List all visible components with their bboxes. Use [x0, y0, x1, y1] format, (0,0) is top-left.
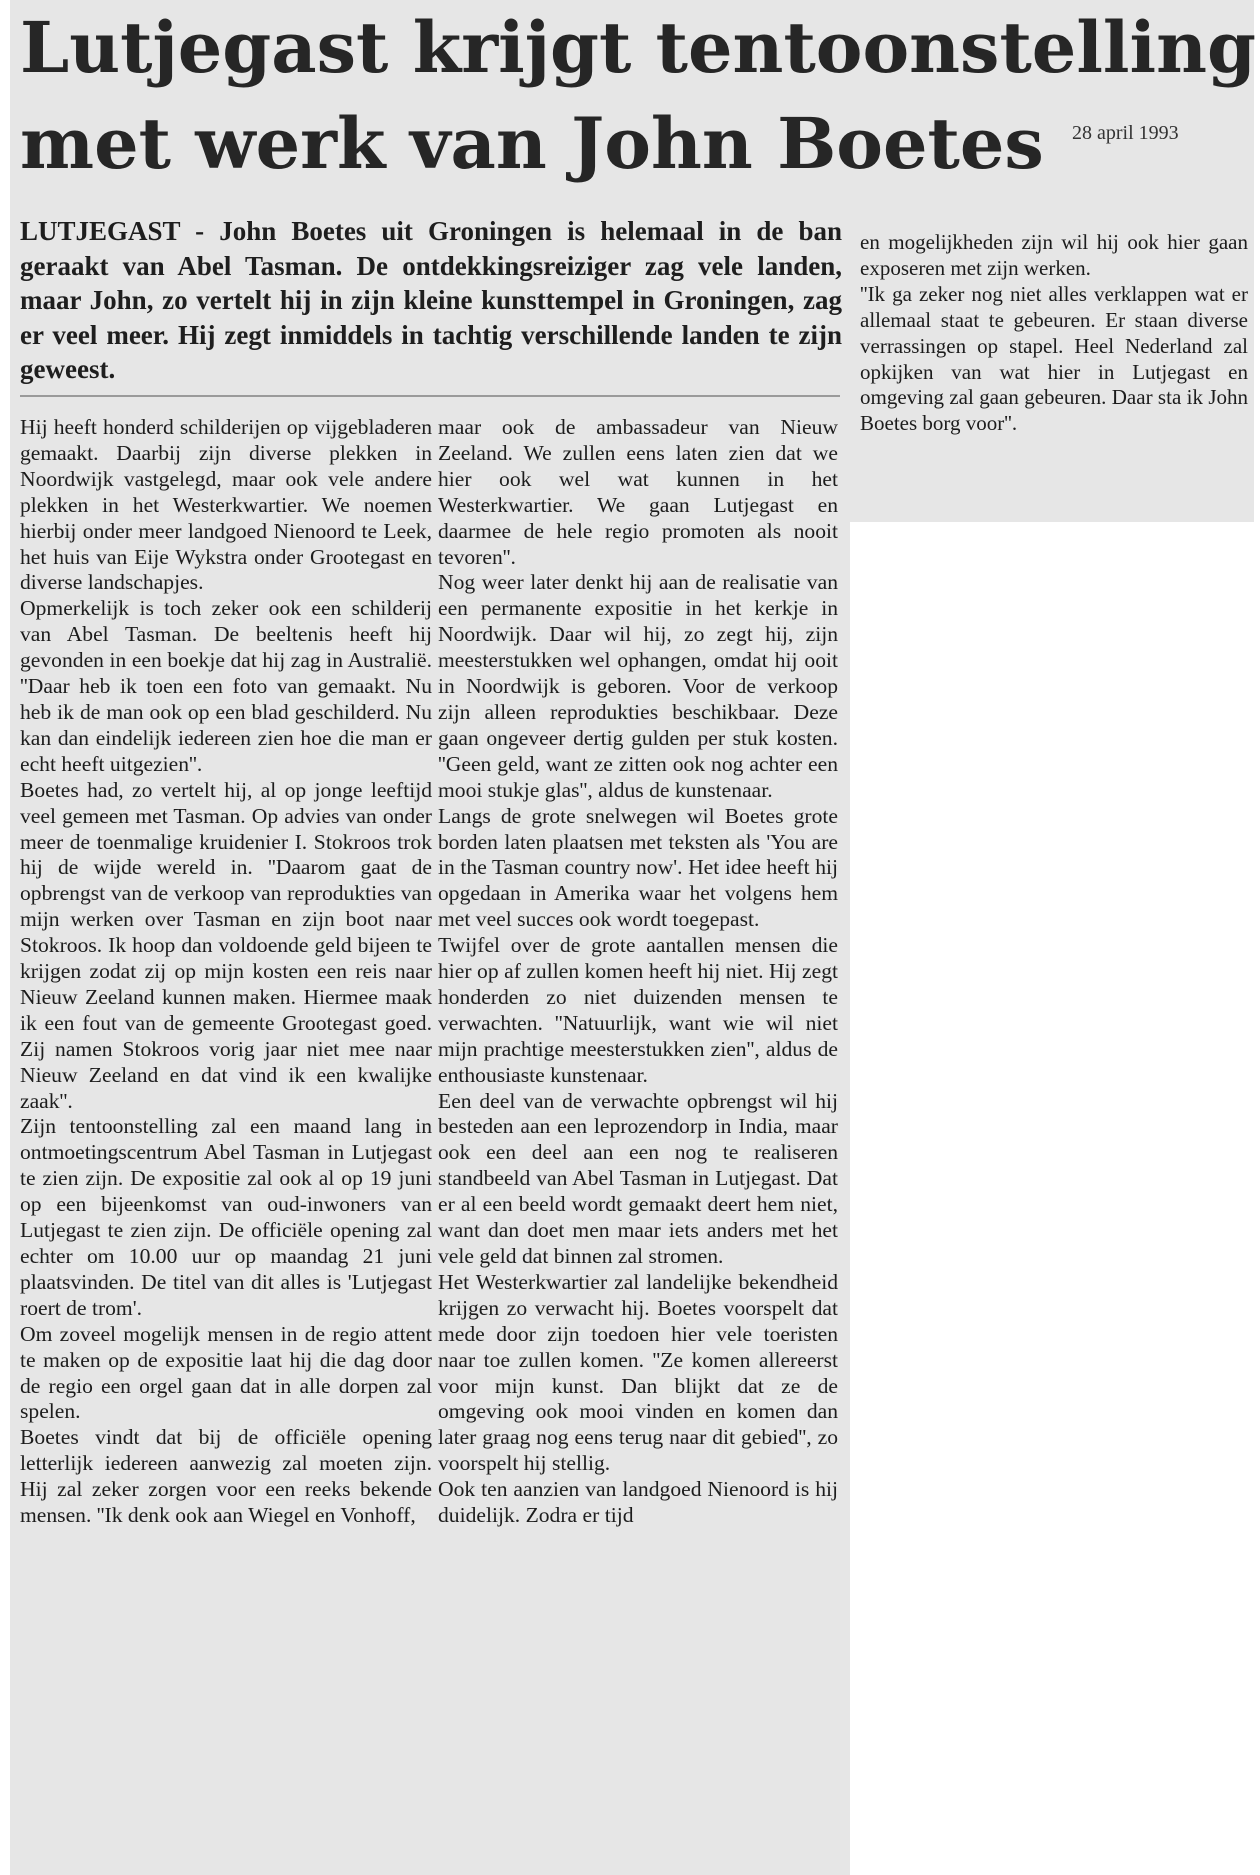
headline-line-1: Lutjegast krijgt tentoonstelling [20, 6, 1256, 89]
body-column-1 [20, 415, 432, 1529]
body-column-2 [438, 415, 838, 1529]
paragraph: Twijfel over de grote aantallen mensen die hier op af zullen komen heeft hij niet. Hij zegt honderden zo niet duizenden mensen te verwachten. ''Natuurlijk, want wie wil niet mijn prachtige meesterstukken zien'', aldus de enthousiaste kunstenaar. [438, 933, 838, 1087]
body-column-3 [860, 230, 1248, 437]
lead-paragraph: LUTJEGAST - John Boetes uit Groningen is helemaal in de ban geraakt van Abel Tasman. De ontdekkingsreiziger zag vele landen, maar John, zo vertelt hij in zijn kleine kunsttempel in Groningen, zag er veel meer. Hij zegt inmiddels in tachtig verschillende landen te zijn geweest. [20, 216, 842, 384]
paragraph: Zijn tentoonstelling zal een maand lang in ontmoetingscentrum Abel Tasman in Lutjegast te zien zijn. De expositie zal ook al op 19 juni op een bijeenkomst van oud-inwoners van Lutjegast te zien zijn. De officiële opening zal echter om 10.00 uur op maandag 21 juni plaatsvinden. De titel van dit alles is 'Lutjegast roert de trom'. [20, 1114, 432, 1320]
paragraph: Een deel van de verwachte opbrengst wil hij besteden aan een leprozendorp in India, maar ook een deel aan een nog te realiseren standbeeld van Abel Tasman in Lutjegast. Dat er al een beeld wordt gemaakt deert hem niet, want dan doet men maar iets anders met het vele geld dat binnen zal stromen. [438, 1088, 838, 1268]
paragraph: ''Ik ga zeker nog niet alles verklappen wat er allemaal staat te gebeuren. Er staan diverse verrassingen op stapel. Heel Nederland zal opkijken van wat hier in Lutjegast en omgeving zal gaan gebeuren. Daar sta ik John Boetes borg voor''. [860, 281, 1248, 436]
paragraph: Opmerkelijk is toch zeker ook een schilderij van Abel Tasman. De beeltenis heeft hij gevonden in een boekje dat hij zag in Australië. ''Daar heb ik toen een foto van gemaakt. Nu heb ik de man ook op een blad geschilderd. Nu kan dan eindelijk iedereen zien hoe die man er echt heeft uitgezien''. [20, 596, 432, 776]
paragraph: Om zoveel mogelijk mensen in de regio attent te maken op de expositie laat hij die dag door de regio een orgel gaan dat in alle dorpen zal spelen. [20, 1321, 432, 1424]
paragraph: Hij heeft honderd schilderijen op vijgebladeren gemaakt. Daarbij zijn diverse plekken in Noordwijk vastgelegd, maar ook vele andere plekken in het Westerkwartier. We noemen hierbij onder meer landgoed Nienoord te Leek, het huis van Eije Wykstra onder Grootegast en diverse landschapjes. [20, 415, 432, 595]
headline-line-2: met werk van John Boetes [20, 102, 1044, 185]
paragraph: Langs de grote snelwegen wil Boetes grote borden laten plaatsen met teksten als 'You are in the Tasman country now'. Het idee heeft hij opgedaan in Amerika waar het volgens hem met veel succes ook wordt toegepast. [438, 803, 838, 932]
paragraph: maar ook de ambassadeur van Nieuw Zeeland. We zullen eens laten zien dat we hier ook wel wat kunnen in het Westerkwartier. We gaan Lutjegast en daarmee de hele regio promoten als nooit tevoren''. [438, 415, 838, 569]
paragraph: Nog weer later denkt hij aan de realisatie van een permanente expositie in het kerkje in Noordwijk. Daar wil hij, zo zegt hij, zijn meesterstukken wel ophangen, omdat hij ooit in Noordwijk is geboren. Voor de verkoop zijn alleen reprodukties beschikbaar. Deze gaan ongeveer dertig gulden per stuk kosten. ''Geen geld, want ze zitten ook nog achter een mooi stukje glas'', aldus de kunstenaar. [438, 570, 838, 802]
divider [20, 395, 840, 397]
headline [20, 0, 1256, 192]
publication-date: 28 april 1993 [1072, 122, 1179, 144]
paragraph: Het Westerkwartier zal landelijke bekendheid krijgen zo verwacht hij. Boetes voorspelt dat mede door zijn toedoen hier vele toeristen naar toe zullen komen. ''Ze komen allereerst voor mijn kunst. Dan blijkt dat ze de omgeving ook mooi vinden en komen dan later graag nog eens terug naar dit gebied'', zo voorspelt hij stellig. [438, 1269, 838, 1476]
paragraph: en mogelijkheden zijn wil hij ook hier gaan exposeren met zijn werken. [860, 230, 1248, 280]
paragraph: Ook ten aanzien van landgoed Nienoord is hij duidelijk. Zodra er tijd [438, 1477, 838, 1528]
paragraph: Boetes vindt dat bij de officiële opening letterlijk iedereen aanwezig zal moeten zijn. Hij zal zeker zorgen voor een reeks bekende mensen. ''Ik denk ook aan Wiegel en Vonhoff, [20, 1425, 432, 1528]
paragraph: Boetes had, zo vertelt hij, al op jonge leeftijd veel gemeen met Tasman. Op advies van onder meer de toenmalige kruidenier I. Stokroos trok hij de wijde wereld in. ''Daarom gaat de opbrengst van de verkoop van reprodukties van mijn werken over Tasman en zijn boot naar Stokroos. Ik hoop dan voldoende geld bijeen te krijgen zodat zij op mijn kosten een reis naar Nieuw Zeeland kunnen maken. Hiermee maak ik een fout van de gemeente Grootegast goed. Zij namen Stokroos vorig jaar niet mee naar Nieuw Zeeland en dat vind ik een kwalijke zaak''. [20, 777, 432, 1113]
blank-page-area [850, 522, 1260, 1875]
